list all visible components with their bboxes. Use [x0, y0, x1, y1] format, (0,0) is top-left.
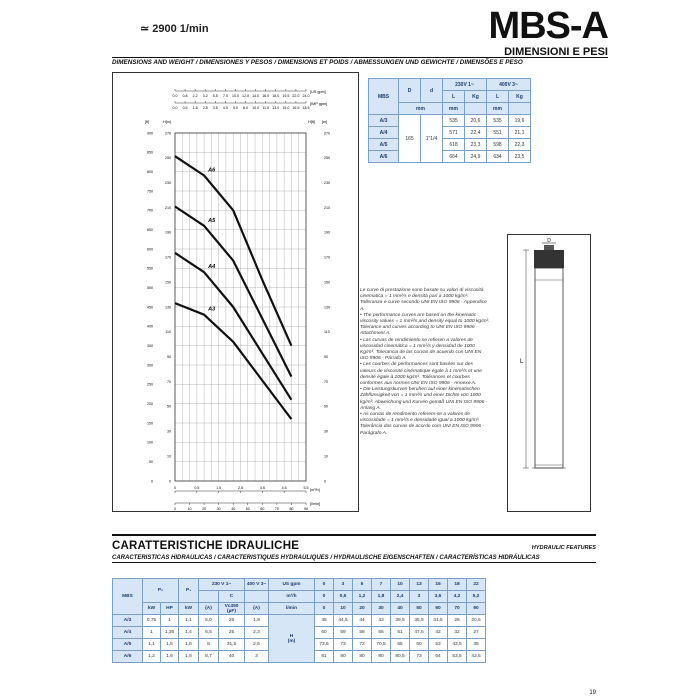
tick-label: 18.5 — [302, 106, 310, 110]
unit-mm-230: mm — [443, 103, 465, 115]
col-L230: L — [443, 91, 465, 103]
tick-label: 11.5 — [262, 106, 270, 110]
axis-unit: H[m] — [163, 120, 172, 124]
tick-label: 24.0 — [302, 94, 310, 98]
tick-label: 0.5 — [194, 486, 200, 490]
tick-label: 70 — [274, 507, 279, 511]
tick-label: 10 — [167, 454, 171, 459]
tick-label: 40 — [231, 507, 236, 511]
tick-label: 0 — [169, 479, 171, 484]
tick-label: 600 — [147, 247, 153, 252]
tick-label: 650 — [147, 227, 153, 232]
tick-label: 800 — [147, 169, 153, 174]
hydraulic-table-wrap — [112, 578, 486, 663]
col-400: 400V 3~ — [487, 79, 531, 91]
tick-label: 190 — [324, 230, 330, 235]
pump-drawing — [508, 235, 590, 511]
series-label: A3 — [208, 306, 216, 313]
tick-label: 10.0 — [231, 94, 239, 98]
tick-label: 190 — [165, 230, 171, 235]
col-kg400: Kg — [509, 91, 531, 103]
performance-chart — [113, 73, 358, 511]
tick-label: 110 — [165, 330, 171, 335]
tick-label: 90 — [167, 355, 171, 360]
performance-notes: Le curve di prestazione sono basate su valori di viscosità cinematica = 1 mm²/s e densità pari a 1000 kg/m³. Tolleranza e curve secondo UNI EN ISO 9906 - Appendice A. • The performance curves are based on the kinematic viscosity values = 1 mm²/s and density equal to 1000 kg/m³. Tolerance and curves according to UNI EN ISO 9906 - Attachment A. • Las curvas de rendimiento se refieren a valores de viscosidad cinemática = 1 mm²/s y densidad de 1000 Kg/m³. Tolerancia de las curvas de acuerdo con UNI EN ISO 9906 - Párrafo A. • Les courbes de performances sont basées sur des valeurs de viscosité cinématique égale à 1 mm²/s et une densité égale à 1000 kg/m³. Tolérances et courbes conformes aux normes UNI EN ISO 9906 - Annexe A. • Die Leistungskurven beruhen auf einer kinematischen Zähflüssigkeit von = 1 mm²/s und einer Dichte von 1000 kg/m³. Abweichung und Kurven gemäß UNI EN ISO 9906 - Anlang A. • As curvas de rendimento referem-se a valores de viscosidade = 1 mm²/s e densidade igual a 1000 kg/m³. Tolerância das curvas de acordo com UNI EN ISO 9906 - Parágrafo A. — [360, 288, 490, 436]
divider — [112, 57, 608, 58]
tick-label: 130 — [165, 305, 171, 310]
tick-label: 70 — [167, 379, 171, 384]
tick-label: 18.0 — [272, 94, 280, 98]
tick-label: 0 — [324, 479, 326, 484]
tick-label: 4.5 — [281, 486, 287, 490]
tick-label: 130 — [324, 305, 330, 310]
speed-label: ≃ 2900 1/min — [140, 23, 209, 35]
series-label: A6 — [208, 167, 216, 174]
tick-label: 5.5 — [303, 486, 309, 490]
tick-label: 0 — [174, 507, 176, 511]
tick-label: 50 — [324, 404, 328, 409]
series-label: A5 — [208, 217, 216, 224]
tick-label: 3.5 — [259, 486, 265, 490]
tick-label: 15.0 — [282, 106, 290, 110]
tick-label: 3.2 — [202, 94, 208, 98]
col-kg230: Kg — [465, 91, 487, 103]
col-L400: L — [487, 91, 509, 103]
tick-label: 60 — [260, 507, 265, 511]
divider — [112, 534, 596, 536]
hydraulic-right-label: HYDRAULIC FEATURES — [531, 545, 596, 551]
tick-label: 70 — [324, 379, 328, 384]
page-number: 19 — [589, 690, 596, 696]
tick-label: 550 — [147, 266, 153, 271]
tick-label: 19.5 — [282, 94, 290, 98]
tick-label: 5.5 — [212, 94, 218, 98]
tick-label: 700 — [147, 208, 153, 213]
tick-label: 170 — [324, 255, 330, 260]
model-title: MBS-A — [488, 5, 608, 47]
hydraulic-title: CARATTERISTICHE IDRAULICHE — [112, 540, 300, 552]
tick-label: 100 — [147, 440, 153, 445]
col-mbs: MBS — [369, 79, 399, 115]
axis-unit: H[ft] — [308, 120, 315, 124]
tick-label: 0.8 — [182, 94, 188, 98]
tick-label: 400 — [147, 324, 153, 329]
table-row: A/5 1,1 1,5 1,6 8 31,5 2,6 73,5 73 72 70,5 65 60 53 43,5 35 — [113, 639, 486, 651]
axis-unit: [ft] — [145, 120, 150, 124]
tick-label: 2.5 — [238, 486, 243, 490]
axis-unit: [l/min] — [310, 502, 321, 506]
tick-label: 300 — [147, 363, 153, 368]
tick-label: 150 — [324, 280, 330, 285]
label-L: L — [520, 359, 524, 365]
tick-label: 20 — [202, 507, 207, 511]
tick-label: 12.0 — [242, 94, 250, 98]
tick-label: 90 — [324, 355, 328, 360]
head-label: H (m) — [269, 615, 315, 663]
tick-label: 200 — [147, 401, 153, 406]
tick-label: 50 — [167, 404, 171, 409]
tick-label: 0 — [174, 486, 176, 490]
tick-label: 0.0 — [172, 106, 178, 110]
table-row: A/4 571 22,4 551 21,1 — [369, 127, 531, 139]
performance-chart-frame — [112, 72, 359, 512]
table-row: A/4 1 1,36 1,4 6,5 25 2,3 60 59 58 55 51 47,5 42 32 27 — [113, 627, 486, 639]
tick-label: 250 — [147, 382, 153, 387]
tick-label: 500 — [147, 285, 153, 290]
dimensions-table-wrap — [368, 78, 531, 163]
axis-unit: [IMP gpm] — [310, 102, 328, 106]
tick-label: 2.5 — [202, 106, 208, 110]
table-row: A/5 618 23,3 598 22,3 — [369, 139, 531, 151]
tick-label: 210 — [324, 205, 330, 210]
table-row: A/6 1,2 1,6 1,8 8,7 40 3 81 80 80 80 80,5 73 64 53,5 43,5 — [113, 651, 486, 663]
tick-label: 850 — [147, 150, 153, 155]
tick-label: 750 — [147, 189, 153, 194]
axis-unit: [m³/h] — [310, 488, 320, 492]
tick-label: 450 — [147, 305, 153, 310]
tick-label: 50 — [245, 507, 250, 511]
col-d: d — [421, 79, 443, 103]
tick-label: 5.0 — [232, 106, 238, 110]
tick-label: 270 — [165, 131, 171, 136]
hydraulic-table: MBS P₂ P₁ 230 V 1~ 400 V 3~ US gpm 0 3 5 7 10 13 15 18 22 C m³/h 0 0,6 1,2 1,8 2,4 3 3,6 4,2 5,2 kW HP kW (A) Vc450 (µF) (A) l/min 0 10 20 30 40 50 60 70 90 A/3 0,75 1 1,1 5,0 25 1,9 H (m) 45 44,5 44 43 39,5 35,5 31,5 26 20,5 A/4 1 1,36 1,4 6,5 25 2,3 60 59 58 55 51 47,5 42 32 27 A/5 1,1 1,5 1,6 8 31,5 2,6 73,5 73 72 70,5 65 60 53 43,5 35 A/6 1,2 1,6 1,8 8,7 40 3 81 80 80 80 80,5 73 64 53,5 43,5 — [112, 578, 486, 663]
hydraulic-multilang: CARACTERISTICAS HIDRAULICAS / CARACTERISTIQUES HYDRAULIQUES / HYDRAULISCHE EIGENSCHAFTEN / CARACTERÍSTICAS HIDRÁULICAS — [112, 555, 596, 563]
tick-label: 270 — [324, 131, 330, 136]
tick-label: 170 — [165, 255, 171, 260]
tick-label: 3.5 — [212, 106, 218, 110]
pump-drawing-frame — [507, 234, 591, 512]
tick-label: 150 — [147, 421, 153, 426]
tilde-icon: ≃ — [140, 23, 153, 35]
col-D: D — [399, 79, 421, 103]
tick-label: 30 — [216, 507, 221, 511]
tick-label: 14.0 — [252, 94, 260, 98]
tick-label: 8.0 — [243, 106, 249, 110]
tick-label: 0.0 — [172, 94, 178, 98]
table-row: A/3 0,75 1 1,1 5,0 25 1,9 H (m) 45 44,5 44 43 39,5 35,5 31,5 26 20,5 — [113, 615, 486, 627]
tick-label: 10 — [324, 454, 328, 459]
dimensions-multilang: DIMENSIONS AND WEIGHT / DIMENSIONES Y PESOS / DIMENSIONS ET POIDS / ABMESSUNGEN UND GEWICHTE / DIMENSÕES E PESO — [112, 59, 523, 66]
tick-label: 10.0 — [252, 106, 260, 110]
table-row: A/6 664 24,9 634 23,5 — [369, 151, 531, 163]
tick-label: 0 — [151, 479, 153, 484]
label-D: D — [547, 238, 551, 244]
tick-label: 350 — [147, 343, 153, 348]
tick-label: 250 — [324, 156, 330, 161]
tick-label: 30 — [167, 429, 171, 434]
tick-label: 1.5 — [216, 486, 222, 490]
tick-label: 150 — [165, 280, 171, 285]
table-row: A/3 165 1"1/4 535 20,6 535 19,6 — [369, 115, 531, 127]
tick-label: 7.0 — [222, 94, 228, 98]
dimensions-title: DIMENSIONI E PESI — [504, 46, 608, 58]
dimensions-table — [368, 78, 531, 163]
col-230: 230V 1~ — [443, 79, 487, 91]
tick-label: 80 — [289, 507, 294, 511]
tick-label: 16.0 — [262, 94, 270, 98]
tick-label: 22.0 — [292, 94, 300, 98]
tick-label: 900 — [147, 131, 153, 136]
tick-label: 4.5 — [222, 106, 228, 110]
tick-label: 16.5 — [292, 106, 300, 110]
tick-label: 13.0 — [272, 106, 280, 110]
tick-label: 230 — [165, 181, 171, 186]
axis-unit: [m] — [322, 120, 328, 124]
axis-unit: [US gpm] — [310, 90, 326, 94]
tick-label: 250 — [165, 156, 171, 161]
tick-label: 30 — [324, 429, 328, 434]
unit-mm-400: mm — [487, 103, 509, 115]
tick-label: 0.5 — [182, 106, 188, 110]
tick-label: 210 — [165, 205, 171, 210]
tick-label: 2.2 — [192, 94, 198, 98]
tick-label: 10 — [187, 507, 192, 511]
tick-label: 110 — [324, 330, 330, 335]
tick-label: 230 — [324, 181, 330, 186]
series-label: A4 — [208, 264, 216, 271]
tick-label: 90 — [304, 507, 308, 511]
tick-label: 1.5 — [192, 106, 198, 110]
tick-label: 50 — [149, 459, 153, 464]
unit-mm: mm — [399, 103, 443, 115]
